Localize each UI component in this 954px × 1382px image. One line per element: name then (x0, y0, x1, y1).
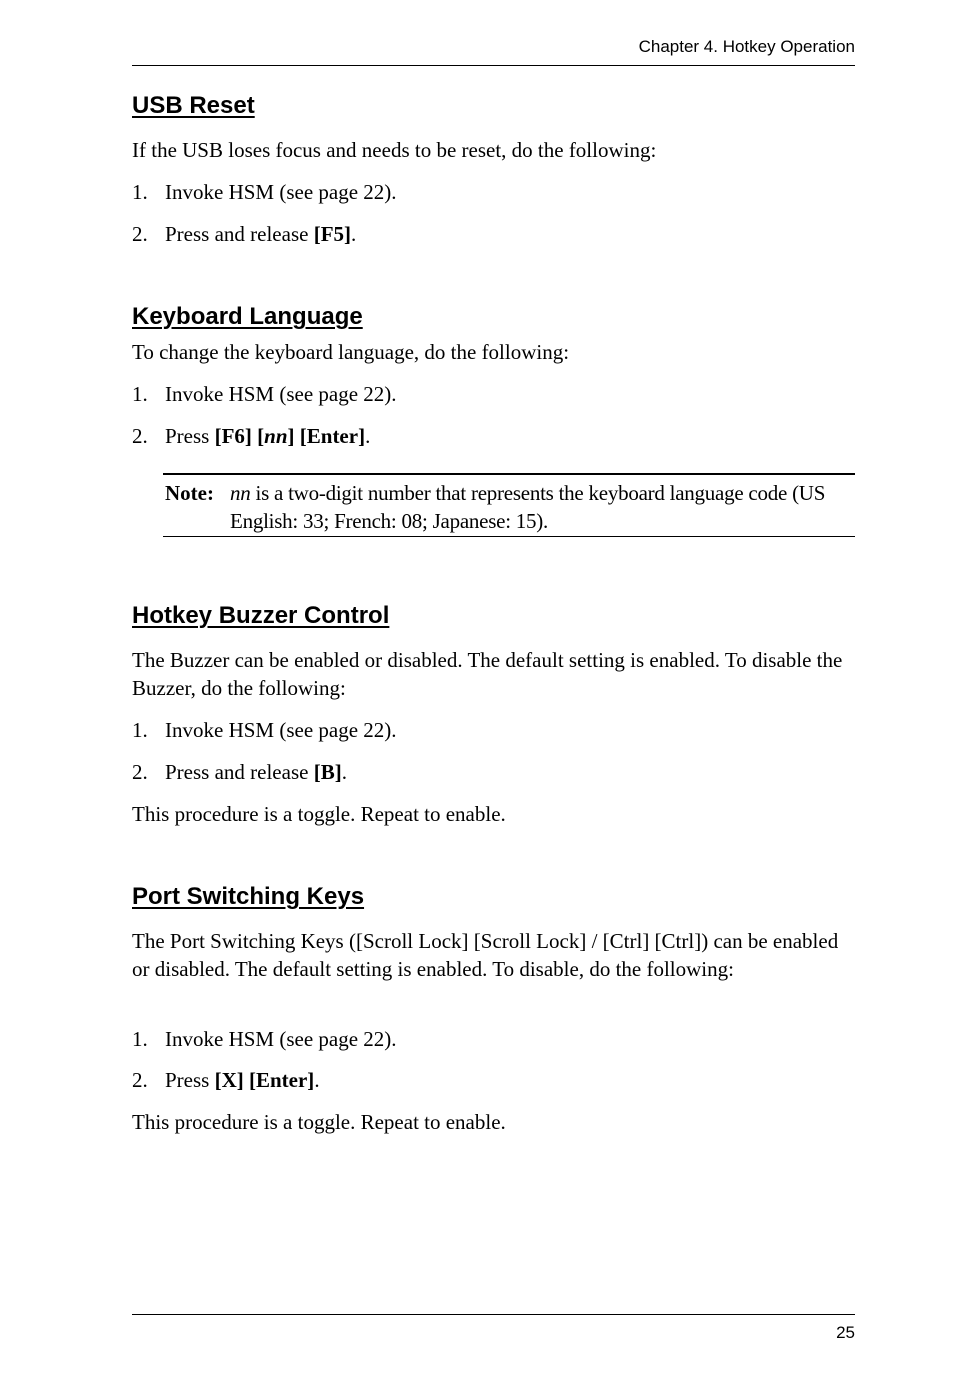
hotkey-buzzer-outro: This procedure is a toggle. Repeat to enable. (132, 802, 506, 826)
port-switching-outro: This procedure is a toggle. Repeat to enable. (132, 1110, 506, 1134)
usb-reset-intro: If the USB loses focus and needs to be reset, do the following: (132, 138, 657, 162)
footer-rule (132, 1314, 855, 1315)
step-number: 2. (132, 760, 148, 784)
step-text: Invoke HSM (see page 22). (165, 1027, 397, 1051)
step-number: 2. (132, 1068, 148, 1092)
key-f6: [F6] [ (214, 424, 265, 448)
key-variable-nn: nn (264, 424, 288, 448)
step-punct: . (365, 424, 371, 448)
step-number: 2. (132, 222, 148, 246)
usb-reset-step-1 (132, 178, 855, 206)
port-switching-intro: The Port Switching Keys ([Scroll Lock] [Scroll Lock] / [Ctrl] [Ctrl]) can be enabled or disabled. The default setting is enabled. To disable, do the following: (132, 929, 839, 981)
note-box (163, 473, 855, 537)
key-f5: [F5] (313, 222, 352, 246)
key-b: [B] (313, 760, 342, 784)
step-text: Press (165, 1068, 215, 1092)
step-punct: . (351, 222, 357, 246)
step-number: 1. (132, 1027, 148, 1051)
port-switching-step-2 (132, 1066, 855, 1094)
step-number: 1. (132, 180, 148, 204)
page-number: 25 (836, 1323, 855, 1342)
running-header: Chapter 4. Hotkey Operation (638, 37, 855, 56)
hotkey-buzzer-step-1 (132, 716, 855, 744)
key-enter: ] [Enter] (287, 424, 366, 448)
hotkey-buzzer-step-2 (132, 758, 855, 786)
keyboard-language-intro: To change the keyboard language, do the following: (132, 340, 570, 364)
keyboard-language-step-1 (132, 380, 855, 408)
hotkey-buzzer-intro: The Buzzer can be enabled or disabled. The default setting is enabled. To disable the Buzzer, do the following: (132, 648, 843, 700)
port-switching-heading: Port Switching Keys (132, 883, 365, 910)
port-switching-step-1 (132, 1025, 855, 1053)
usb-reset-step-2 (132, 220, 855, 248)
step-text: Invoke HSM (see page 22). (165, 382, 397, 406)
note-variable-nn: nn (230, 481, 251, 505)
keyboard-language-step-2 (132, 422, 855, 450)
note-body: is a two-digit number that represents the keyboard language code (US English: 33; French: 08; Japanese: 15). (230, 481, 826, 533)
step-number: 1. (132, 718, 148, 742)
step-text: Press and release (165, 222, 314, 246)
usb-reset-heading: USB Reset (132, 92, 255, 119)
step-punct: . (314, 1068, 320, 1092)
note-text (230, 479, 855, 535)
header-rule (132, 65, 855, 66)
hotkey-buzzer-heading: Hotkey Buzzer Control (132, 602, 390, 629)
step-number: 1. (132, 382, 148, 406)
key-x-enter: [X] [Enter] (214, 1068, 315, 1092)
step-text: Press (165, 424, 215, 448)
step-text: Invoke HSM (see page 22). (165, 718, 397, 742)
step-punct: . (341, 760, 347, 784)
step-text: Press and release (165, 760, 314, 784)
step-number: 2. (132, 424, 148, 448)
note-label: Note: (165, 481, 214, 505)
step-text: Invoke HSM (see page 22). (165, 180, 397, 204)
keyboard-language-heading: Keyboard Language (132, 303, 363, 330)
